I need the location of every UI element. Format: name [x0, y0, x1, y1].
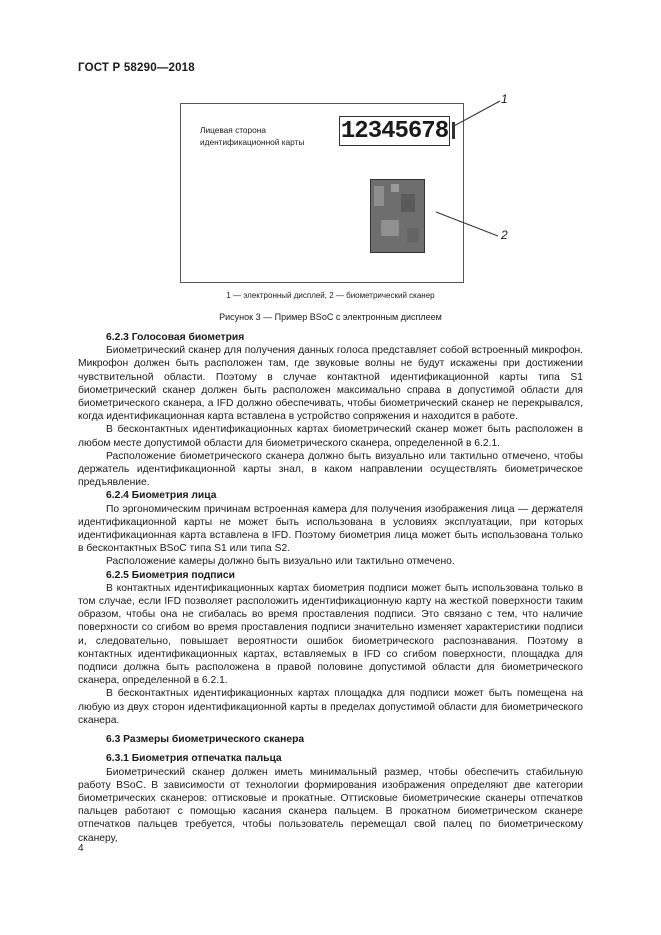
body-text	[78, 331, 583, 845]
callout-lines	[0, 0, 661, 300]
paragraph: В бесконтактных идентификационных картах биометрический сканер может быть расположен в любом месте допустимой области для биометрического сканера, определенной в 6.2.1.	[78, 424, 583, 449]
heading-6-2-5: 6.2.5 Биометрия подписи	[106, 569, 235, 581]
document-header: ГОСТ Р 58290—2018	[78, 62, 195, 74]
figure-caption: Рисунок 3 — Пример BSoC с электронным дисплеем	[219, 312, 442, 322]
heading-6-2-4: 6.2.4 Биометрия лица	[106, 490, 217, 502]
heading-6-2-3: 6.2.3 Голосовая биометрия	[106, 332, 245, 343]
card-face-label: Лицевая сторона идентификационной карты	[200, 125, 305, 147]
paragraph: Биометрический сканер должен иметь минимальный размер, чтобы обеспечить стабильную работу BSoC. В зависимости от технологии формирования изображения определяют две категории биометрических сканеров: оттисковые и прокатные. Оттисковые биометрические сканеры отпечатков пальцев работают с помощью касания сканера пальцем. В прокатном биометрическом сканере отпечатков пальцев требуется, чтобы пользователь перемещал свой палец по биометрическому сканеру,	[78, 766, 583, 844]
paragraph: В бесконтактных идентификационных картах площадка для подписи может быть помещена на любую из двух сторон идентификационной карты в пределах допустимой области для биометрического сканера.	[78, 688, 583, 726]
heading-6-3-1: 6.3.1 Биометрия отпечатка пальца	[106, 753, 282, 765]
page-number: 4	[78, 843, 84, 854]
heading-6-3: 6.3 Размеры биометрического сканера	[106, 734, 305, 746]
paragraph: Расположение камеры должно быть визуально или тактильно отмечено.	[106, 556, 455, 568]
paragraph: По эргономическим причинам встроенная камера для получения изображения лица — держателя идентификационной карты не может быть использована в условиях эксплуатации, при которых идентификационная карта вставлена в IFD. Поэтому биометрия лица может быть использована только в бесконтактных BSoC типа S1 или типа S2.	[78, 503, 583, 555]
paragraph: Расположение биометрического сканера должно быть визуально или тактильно отмечено, чтобы держатель идентификационной карты знал, в каком направлении осуществлять биометрическое предъявление.	[78, 450, 583, 489]
callout-2: 2	[501, 228, 508, 242]
display-digits: 12345678	[340, 117, 449, 145]
paragraph: Биометрический сканер для получения данных голоса представляет собой встроенный микрофон. Микрофон должен быть расположен там, где звуковые волны не будут искажены при достижении чувствительной области. Поэтому в случае контактной идентификационной карты типа S1 биометрический сканер должен быть расположен максимально справа в допустимой области для биометрического сканера, а IFD должно обеспечивать, чтобы биометрический сканер не перекрывался, когда идентификационная карта вставлена в устройство сопряжения и находится в работе.	[78, 345, 583, 423]
figure-legend: 1 — электронный дисплей, 2 — биометрический сканер	[226, 291, 435, 300]
callout-1: 1	[501, 92, 508, 106]
paragraph: В контактных идентификационных картах биометрия подписи может быть использована только в том случае, если IFD позволяет расположить идентификационную карту на жесткой поверхности таким образом, чтобы она не сгибалась во время проставления подписи. Это связано с тем, что наличие поверхности со сгибом во время проставления подписи значительно изменяет характеристики подписи и, следовательно, повышает вероятности ошибок биометрического распознавания. Поэтому в контактных идентификационных картах, вставляемых в IFD со сгибом поверхности, площадка для подписи должна быть расположена в правой половине допустимой области для биометрического сканера, определенной в 6.2.1.	[78, 582, 583, 687]
